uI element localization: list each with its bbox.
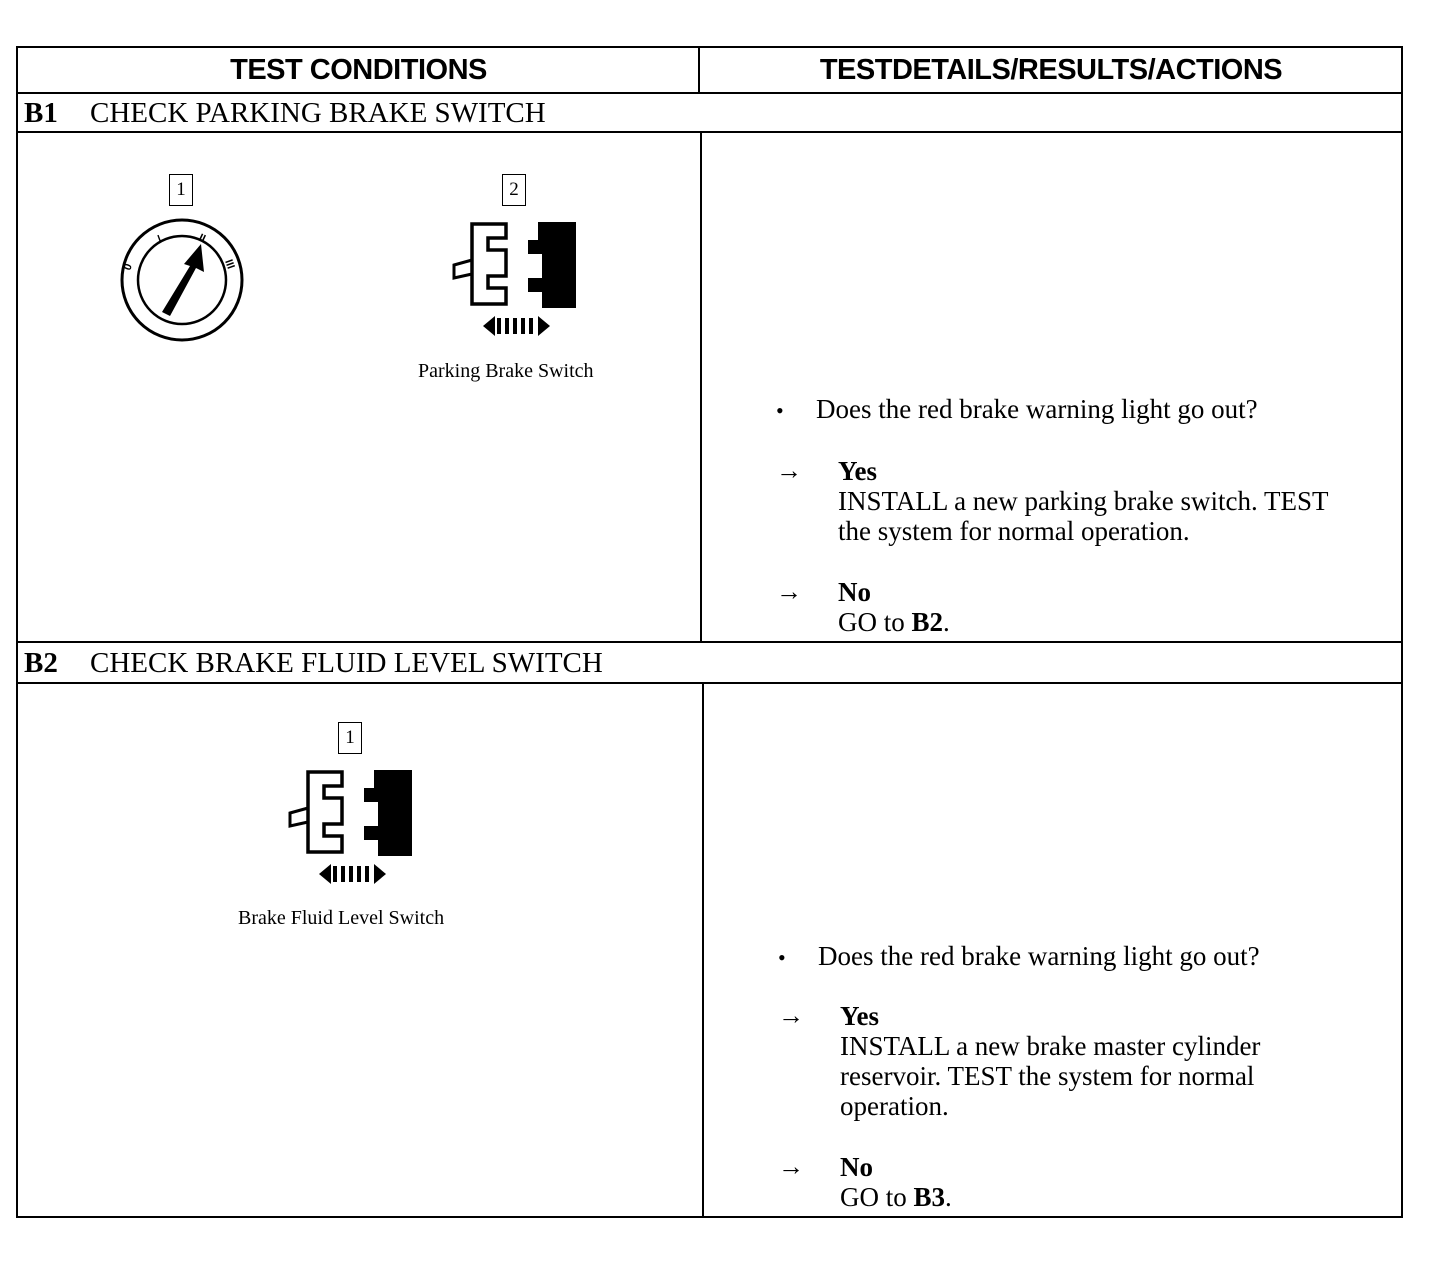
key-mark: 0 xyxy=(121,262,135,273)
divider xyxy=(702,684,704,1216)
yes-label: Yes xyxy=(840,1001,879,1031)
header-test-details: TESTDETAILS/RESULTS/ACTIONS xyxy=(819,54,1283,86)
ignition-key-icon xyxy=(118,216,246,344)
no-action: GO to xyxy=(840,1182,907,1212)
yes-result xyxy=(838,456,1328,546)
header-test-conditions: TEST CONDITIONS xyxy=(230,54,487,86)
step-b2-title-row xyxy=(18,643,1401,683)
no-result xyxy=(840,1152,952,1212)
no-label: No xyxy=(838,577,871,607)
key-mark: I xyxy=(156,233,163,245)
no-action-suffix: . xyxy=(945,1182,952,1212)
connector-switch-icon xyxy=(286,768,416,890)
no-label: No xyxy=(840,1152,873,1182)
yes-action-line: INSTALL a new brake master cylinder xyxy=(840,1031,1261,1061)
yes-action-line: operation. xyxy=(840,1091,949,1121)
no-action-target: B2 xyxy=(911,607,944,637)
bullet: • xyxy=(778,945,786,970)
key-mark: II xyxy=(196,231,208,246)
step-question: Does the red brake warning light go out? xyxy=(818,941,1260,971)
yes-action-line: the system for normal operation. xyxy=(838,516,1190,546)
figure-number-box: 1 xyxy=(338,722,362,754)
bullet: • xyxy=(776,398,784,423)
arrow-icon: → xyxy=(776,456,802,485)
no-action-suffix: . xyxy=(943,607,950,637)
figure-number-box: 1 xyxy=(169,174,193,206)
key-mark: III xyxy=(222,257,237,271)
no-result xyxy=(838,577,950,637)
connector-switch-icon xyxy=(450,220,580,342)
step-b1-title-row xyxy=(18,93,1401,133)
yes-label: Yes xyxy=(838,456,877,486)
no-action: GO to xyxy=(838,607,905,637)
yes-action-line: INSTALL a new parking brake switch. TEST xyxy=(838,486,1329,516)
figure-number-box: 2 xyxy=(502,174,526,206)
divider xyxy=(698,48,700,92)
yes-action-line: reservoir. TEST the system for normal xyxy=(840,1061,1255,1091)
yes-result xyxy=(840,1001,1260,1121)
divider xyxy=(700,133,702,641)
arrow-icon: → xyxy=(778,1152,804,1181)
arrow-icon: → xyxy=(778,1001,804,1030)
arrow-icon: → xyxy=(776,577,802,606)
step-id: B1 xyxy=(24,96,58,129)
step-title: CHECK BRAKE FLUID LEVEL SWITCH xyxy=(90,646,603,679)
no-action-target: B3 xyxy=(913,1182,946,1212)
step-id: B2 xyxy=(24,646,58,679)
figure-label: Brake Fluid Level Switch xyxy=(238,907,445,929)
step-title: CHECK PARKING BRAKE SWITCH xyxy=(90,96,546,129)
figure-label: Parking Brake Switch xyxy=(418,360,594,382)
step-question: Does the red brake warning light go out? xyxy=(816,394,1258,424)
